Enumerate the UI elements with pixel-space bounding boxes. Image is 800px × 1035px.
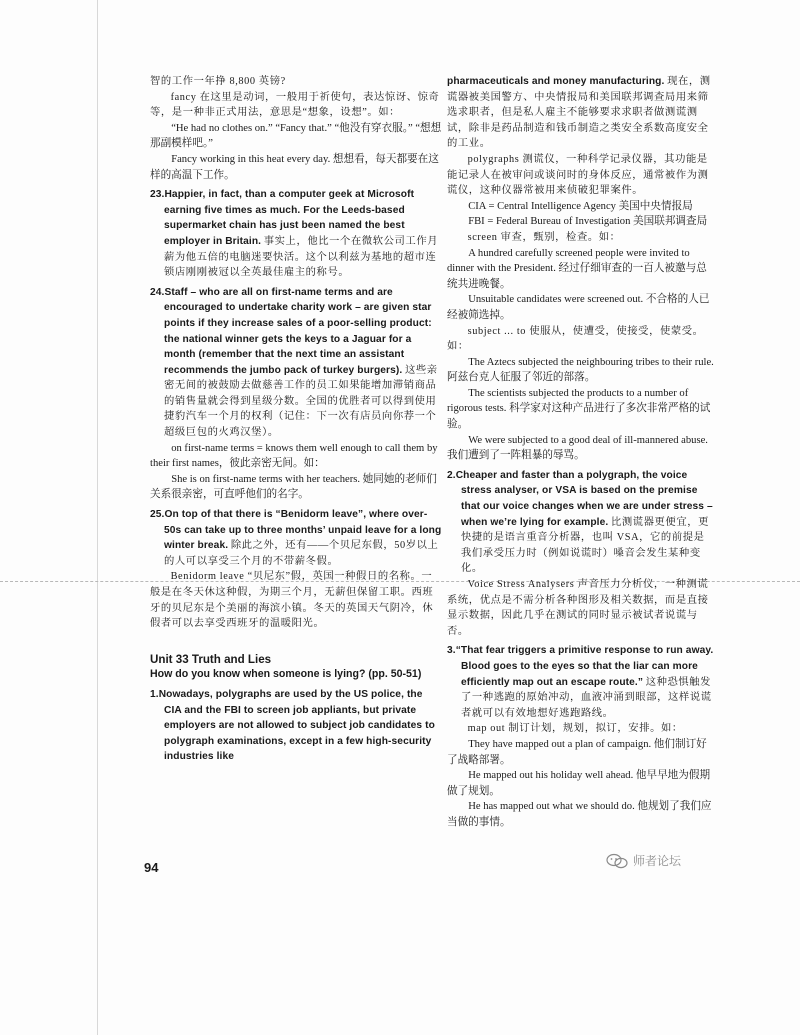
example-sentence: He mapped out his holiday well ahead. 他早早地为假期做了规划。 — [447, 770, 711, 797]
item-translation: 比测谎器更便宜，更快捷的是语言重音分析器，也叫 VSA，它的前提是我们承受压力时（例如说谎时）嗓音会发生某种变化。 — [461, 516, 710, 575]
item-english: Nowadays, polygraphs are used by the US police, the CIA and the FBI to screen job appliants, but private employers are not allowed to subject job candidates to polygraph examinations, except in a few high-security industries like — [158, 688, 435, 763]
paragraph: screen 审查，甄别，检查。如： — [467, 231, 621, 243]
item-number: 2. — [447, 469, 456, 481]
paragraph: Voice Stress Analysers 声音压力分析仪，一种测谎系统，优点是不需分析各种图形及相关数据，而是直接显示数据，因此几乎在测试的同时显示被试者说谎与否。 — [447, 579, 709, 637]
item-translation: 除此之外，还有——个贝尼东假，50岁以上的人可以享受三个月的不带薪冬假。 — [164, 540, 439, 567]
example-sentence: She is on first-name terms with her teachers. 她同她的老师们关系很亲密，可直呼他们的名字。 — [150, 473, 437, 501]
paragraph: fancy 在这里是动词，一般用于祈使句，表达惊讶、惊奇等，是一种非正式用法，意思是“想象，设想”。如： — [150, 91, 440, 119]
item-number: 3. — [447, 645, 456, 657]
example-sentence: A hundred carefully screened people were invited to dinner with the President. 经过仔细审查的一百人被邀与总统共进晚餐。 — [447, 247, 707, 290]
item-english: Staff – who are all on first-name terms and are encouraged to undertake charity work – are given star points if they increase sales of a poor-selling product: the national winner gets the keys to a Jaguar for a month (remember that the next time an assistant recommends the jumbo pack of turkey burgers). — [164, 286, 432, 376]
item-english: “That fear triggers a primitive response to run away. Blood goes to the eyes so that the liar can more efficiently map out an escape route.” — [455, 645, 714, 688]
page-number: 94 — [144, 860, 159, 875]
example-sentence: They have mapped out a plan of campaign. 他们制订好了战略部署。 — [447, 738, 707, 766]
item-1-continued — [447, 74, 715, 152]
paragraph: polygraphs 测谎仪，一种科学记录仪器，其功能是能记录人在被审问或谈问时的身体反应，通常被作为测谎仪，这种仪器常被用来侦破犯罪案件。 — [447, 153, 709, 197]
unit-subtitle: How do you know when someone is lying? (pp. 50-51) — [150, 668, 422, 681]
numbered-item-25 — [150, 507, 442, 569]
numbered-item-1 — [150, 687, 442, 765]
paragraph: CIA = Central Intelligence Agency 美国中央情报局 — [468, 200, 693, 212]
item-translation: 现在，测谎器被美国警方、中央情报局和美国联邦调查局用来筛选求职者，但是私人雇主不能够要求求职者做测谎测试，除非是药品制造和钱币制造之类安全系数高度安全的工业。 — [447, 76, 711, 150]
item-translation: 这种恐惧触发了一种逃跑的原始冲动，血液冲涌到眼部，这样说谎者就可以有效地想好逃跑路线。 — [461, 676, 712, 719]
example-sentence: “He had no clothes on.” “Fancy that.” “他没有穿衣服。” “想想那副模样吧。” — [150, 122, 442, 150]
numbered-item-23 — [150, 187, 442, 281]
example-sentence: He has mapped out what we should do. 他规划了我们应当做的事情。 — [447, 801, 712, 828]
item-translation: 事实上，他比一个在微软公司工作月薪为他五倍的电脑迷要快活。这个以利兹为基地的超市连锁店刚刚被冠以全英最佳雇主的称号。 — [164, 235, 439, 279]
example-sentence: Fancy working in this heat every day. 想想看，每天都要在这样的高温下工作。 — [150, 153, 439, 181]
paragraph: Benidorm leave “贝尼东”假，英国一种假日的名称。一般是在冬天休这种假，为期三个月，无薪但保留工职。西班牙的贝尼东是个美丽的海滨小镇。冬天的英国天气阴冷，休假者可以去享受西班牙的温暖阳光。 — [150, 571, 434, 630]
paragraph: subject ... to 使服从，使遭受，使接受，使蒙受。如： — [447, 325, 704, 353]
example-sentence: We were subjected to a good deal of ill-mannered abuse. 我们遭到了一阵粗暴的辱骂。 — [447, 434, 708, 462]
item-english: Happier, in fact, than a computer geek at Microsoft earning five times as much. For the Leeds-based supermarket chain has just been named the best employer in Britain. — [164, 189, 415, 247]
item-number: 25. — [150, 509, 165, 521]
item-number: 24. — [150, 286, 165, 298]
numbered-item-24 — [150, 285, 442, 441]
item-number: 1. — [150, 688, 159, 700]
left-column — [150, 74, 442, 765]
item-english: pharmaceuticals and money manufacturing. — [447, 76, 665, 87]
example-sentence: Unsuitable candidates were screened out. 不合格的人已经被筛选掉。 — [447, 294, 710, 321]
binding-edge — [97, 0, 98, 1035]
paragraph: FBI = Federal Bureau of Investigation 美国联邦调查局 — [468, 216, 708, 228]
watermark — [606, 852, 681, 869]
numbered-item-3 — [447, 643, 715, 721]
wechat-icon — [606, 853, 628, 869]
paragraph: map out 制订计划，规划，拟订，安排。如： — [467, 723, 683, 735]
example-sentence: The Aztecs subjected the neighbouring tribes to their rule. 阿兹台克人征服了邻近的部落。 — [447, 356, 714, 384]
item-translation: 这些亲密无间的被鼓励去做慈善工作的员工如果能增加滞销商品的销售量就会得到星级分数。全国的优胜者可以得到使用捷豹汽车一个月的权利（记住：下一次有店员向你荐一个超级巨包的火鸡汉堡）。 — [164, 364, 438, 439]
item-english: Cheaper and faster than a polygraph, the voice stress analyser, or VSA is based on the premise that our voice changes when we are under stress – when we’re lying for example. — [455, 469, 713, 528]
numbered-item-2 — [447, 468, 715, 577]
paragraph: 智的工作一年挣 8,800 英镑? — [150, 76, 286, 87]
example-sentence: The scientists subjected the products to a number of rigorous tests. 科学家对这种产品进行了多次非常严格的试验。 — [447, 387, 711, 431]
paragraph: on first-name terms = knows them well enough to call them by their first names，彼此亲密无间。如： — [150, 442, 438, 470]
item-number: 23. — [150, 189, 165, 201]
item-english: On top of that there is “Benidorm leave”, where over-50s can take up to three months’ unpaid leave for a long winter break. — [164, 509, 442, 552]
watermark-text: 师者论坛 — [633, 854, 682, 868]
unit-title: Unit 33 Truth and Lies — [150, 652, 272, 666]
right-column — [447, 74, 715, 831]
